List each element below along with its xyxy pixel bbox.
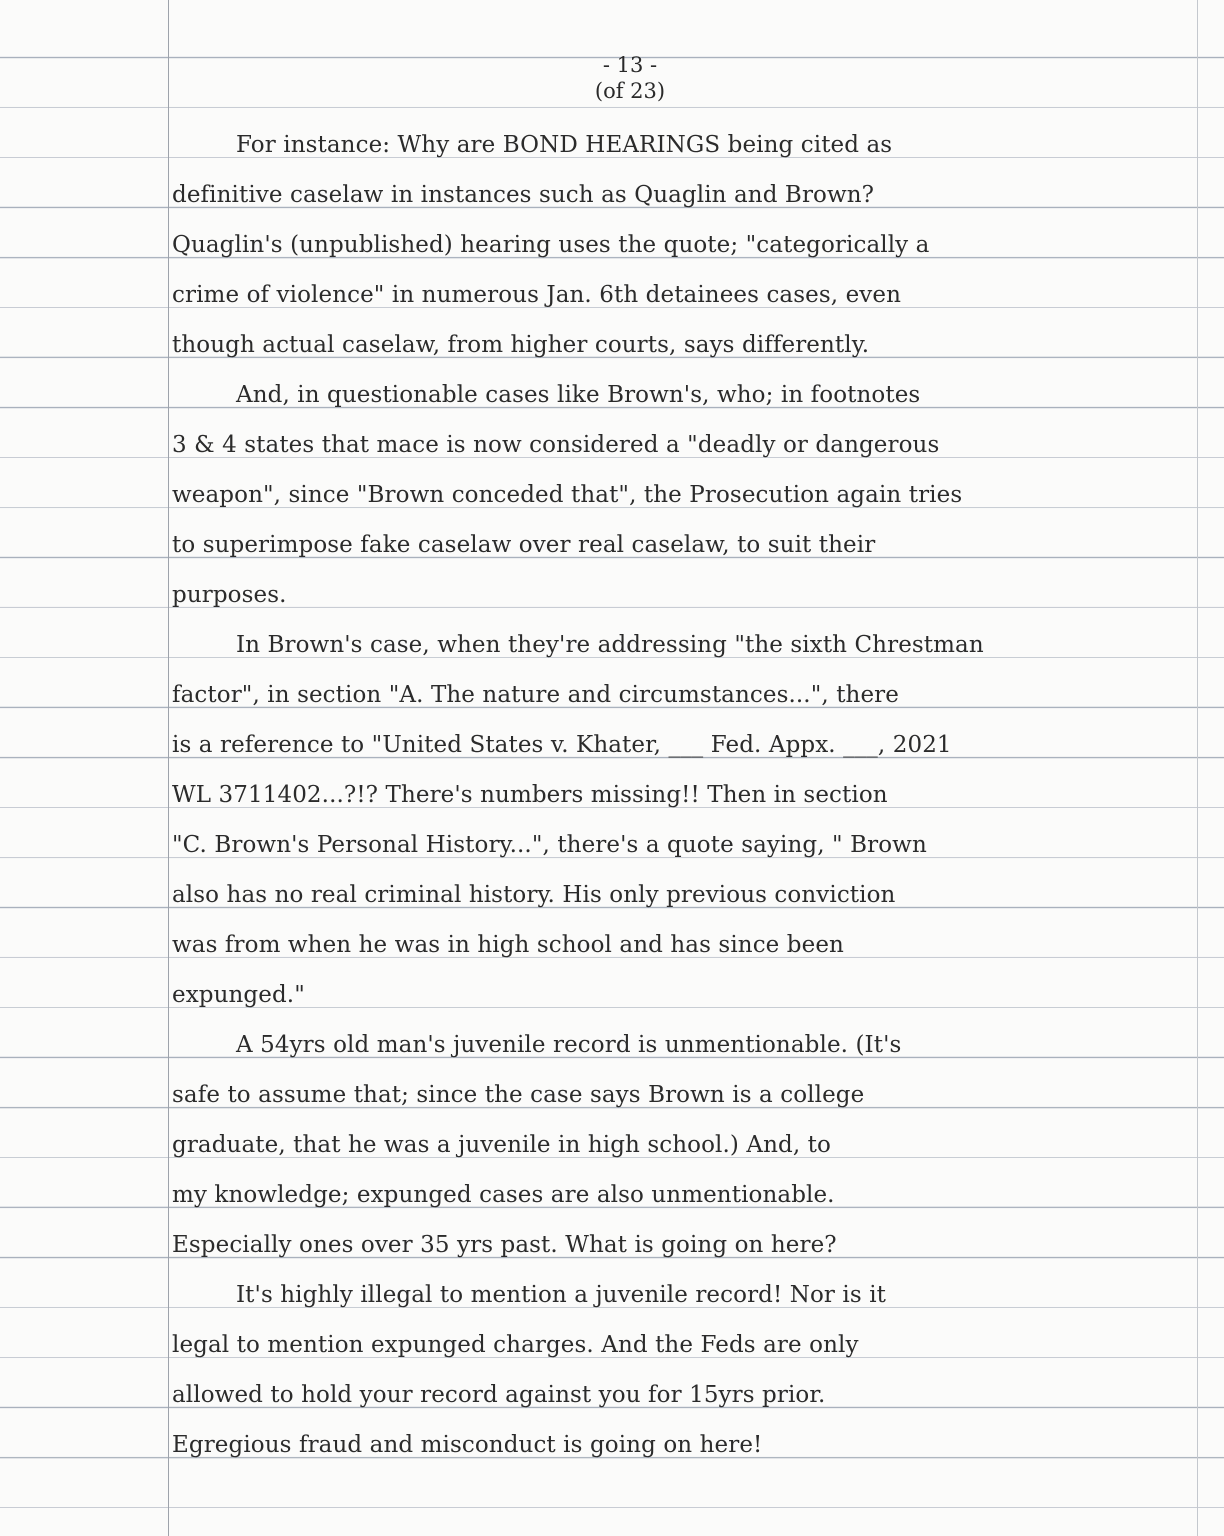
text-line: was from when he was in high school and has since been — [172, 932, 844, 958]
text-line: definitive caselaw in instances such as Quaglin and Brown? — [172, 182, 875, 208]
text-line: "C. Brown's Personal History...", there's a quote saying, " Brown — [172, 832, 927, 858]
text-line: to superimpose fake caselaw over real caselaw, to suit their — [172, 532, 876, 558]
text-line: graduate, that he was a juvenile in high school.) And, to — [172, 1132, 831, 1158]
page-number: - 13 - — [602, 53, 658, 77]
margin-line — [168, 0, 169, 1536]
text-line: 3 & 4 states that mace is now considered a "deadly or dangerous — [172, 432, 940, 458]
text-line: allowed to hold your record against you for 15yrs prior. — [172, 1382, 826, 1408]
text-line: purposes. — [172, 582, 287, 608]
text-line: also has no real criminal history. His only previous conviction — [172, 882, 896, 908]
page-header — [540, 52, 720, 104]
text-line: In Brown's case, when they're addressing "the sixth Chrestman — [236, 632, 984, 658]
text-line: For instance: Why are BOND HEARINGS being cited as — [236, 132, 893, 158]
text-line: legal to mention expunged charges. And the Feds are only — [172, 1332, 859, 1358]
page-count: (of 23) — [594, 79, 666, 103]
page-edge-line — [1197, 0, 1198, 1536]
text-line: Egregious fraud and misconduct is going on here! — [172, 1432, 763, 1458]
text-line: Quaglin's (unpublished) hearing uses the quote; "categorically a — [172, 232, 930, 258]
text-line: And, in questionable cases like Brown's, who; in footnotes — [236, 382, 921, 408]
text-line: though actual caselaw, from higher courts, says differently. — [172, 332, 870, 358]
text-line: Especially ones over 35 yrs past. What is going on here? — [172, 1232, 837, 1258]
text-line: It's highly illegal to mention a juvenile record! Nor is it — [236, 1282, 886, 1308]
text-line: is a reference to "United States v. Khater, ___ Fed. Appx. ___, 2021 — [172, 732, 952, 758]
text-line: A 54yrs old man's juvenile record is unmentionable. (It's — [236, 1032, 902, 1058]
text-line: crime of violence" in numerous Jan. 6th detainees cases, even — [172, 282, 902, 308]
text-line: safe to assume that; since the case says Brown is a college — [172, 1082, 865, 1108]
text-line: WL 3711402...?!? There's numbers missing!! Then in section — [172, 782, 888, 808]
text-line: weapon", since "Brown conceded that", the Prosecution again tries — [172, 482, 963, 508]
page-bottom — [0, 1528, 1224, 1536]
text-line: my knowledge; expunged cases are also unmentionable. — [172, 1182, 835, 1208]
text-line: expunged." — [172, 982, 305, 1008]
handwritten-text — [172, 126, 1190, 1476]
text-line: factor", in section "A. The nature and circumstances...", there — [172, 682, 899, 708]
